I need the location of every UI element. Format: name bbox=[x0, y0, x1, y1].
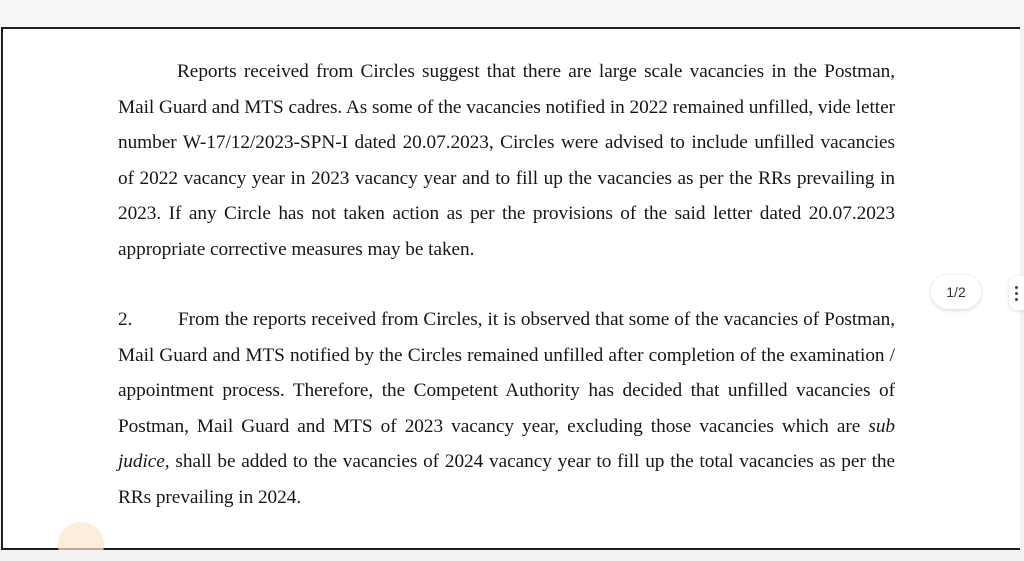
document-page bbox=[1, 27, 1020, 550]
paragraph-2-text-start: From the reports received from Circles, it is observed that some of the vacancies of Postman, Mail Guard and MTS notified by the Circles remained unfilled after completion of the examination / appointment process. Therefore, the Competent Authority has decided that unfilled vacancies of Postman, Mail Guard and MTS of 2023 vacancy year, excluding those vacancies which are bbox=[118, 309, 895, 437]
paragraph-2-text-end: shall be added to the vacancies of 2024 vacancy year to fill up the total vacancies as per the RRs prevailing in 2024. bbox=[118, 451, 895, 508]
ellipsis-dot bbox=[1015, 286, 1018, 289]
page-indicator[interactable]: 1/2 bbox=[931, 275, 981, 309]
paragraph-2-number: 2. bbox=[118, 309, 133, 330]
ellipsis-dot bbox=[1015, 292, 1018, 295]
paragraph-2 bbox=[118, 302, 895, 515]
paragraph-1: Reports received from Circles suggest that there are large scale vacancies in the Postman, Mail Guard and MTS cadres. As some of the vacancies notified in 2022 remained unfilled, vide letter number W-17/12/2023-SPN-I dated 20.07.2023, Circles were advised to include unfilled vacancies of 2022 vacancy year in 2023 vacancy year and to fill up the vacancies as per the RRs prevailing in 2023. If any Circle has not taken action as per the provisions of the said letter dated 20.07.2023 appropriate corrective measures may be taken. bbox=[118, 61, 895, 260]
paragraph-2-italic-term: sub judice, bbox=[118, 415, 895, 472]
vertical-ellipsis-icon[interactable] bbox=[1009, 276, 1024, 310]
ellipsis-dot bbox=[1015, 298, 1018, 301]
viewer-top-area bbox=[0, 0, 1024, 27]
viewer-bottom-area bbox=[0, 550, 1024, 561]
